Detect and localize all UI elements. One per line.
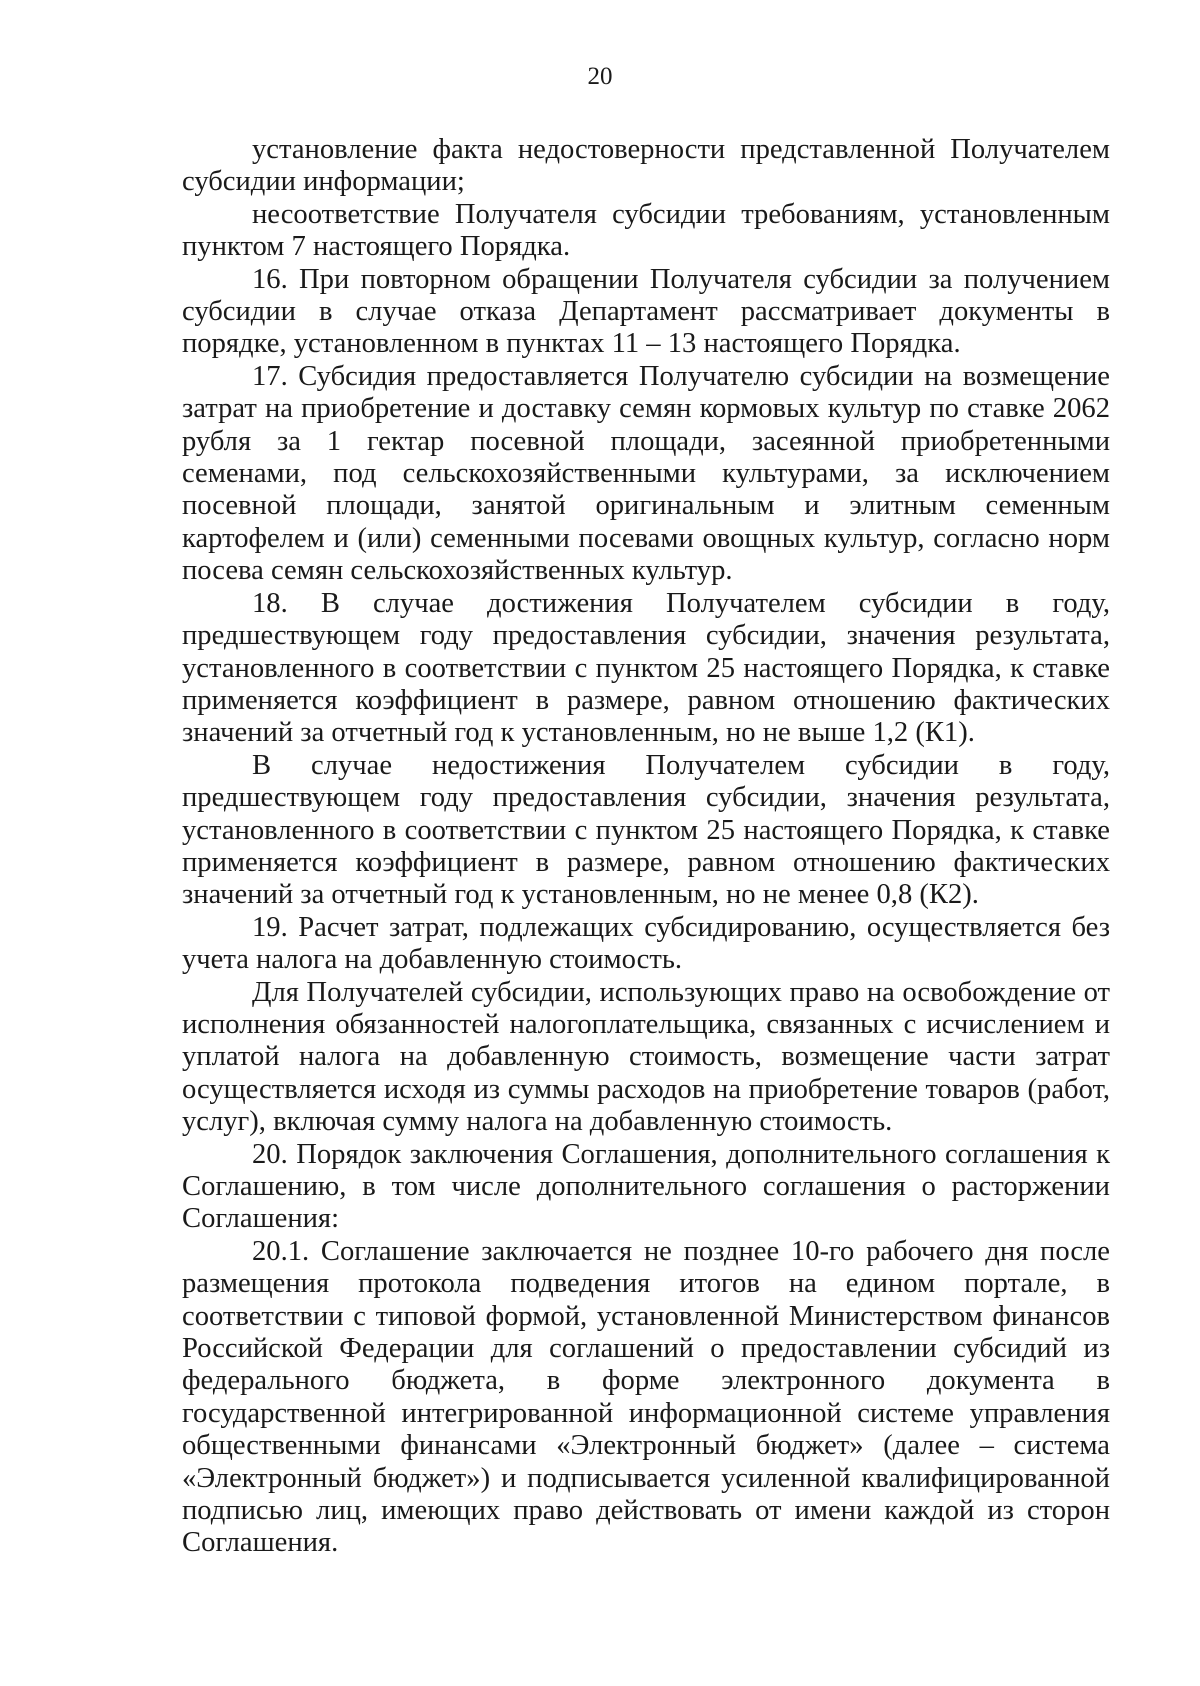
- paragraph-18-coefficient-k1: 18. В случае достижения Получателем субсидии в году, предшествующем году предоставления субсидии, значения результата, установленного в соответствии с пунктом 25 настоящего Порядка, к ставке применяется коэффициент в размере, равном отношению фактических значений за отчетный год к установленным, но не выше 1,2 (К1).: [182, 587, 1110, 749]
- paragraph-19-vat-exclusion: 19. Расчет затрат, подлежащих субсидированию, осуществляется без учета налога на добавленную стоимость.: [182, 911, 1110, 976]
- paragraph-20-1-agreement-conclusion: 20.1. Соглашение заключается не позднее 10-го рабочего дня после размещения протокола подведения итогов на едином портале, в соответствии с типовой формой, установленной Министерством финансов Российской Федерации для соглашений о предоставлении субсидий из федерального бюджета, в форме электронного документа в государственной интегрированной информационной системе управления общественными финансами «Электронный бюджет» (далее – система «Электронный бюджет») и подписывается усиленной квалифицированной подписью лиц, имеющих право действовать от имени каждой из сторон Соглашения.: [182, 1235, 1110, 1559]
- paragraph-vat-exempt-recipients: Для Получателей субсидии, использующих право на освобождение от исполнения обязанностей налогоплательщика, связанных с исчислением и уплатой налога на добавленную стоимость, возмещение части затрат осуществляется исходя из суммы расходов на приобретение товаров (работ, услуг), включая сумму налога на добавленную стоимость.: [182, 976, 1110, 1138]
- paragraph-20-agreement-procedure: 20. Порядок заключения Соглашения, дополнительного соглашения к Соглашению, в том числе дополнительного соглашения о расторжении Соглашения:: [182, 1138, 1110, 1235]
- document-body: [182, 134, 1110, 1560]
- paragraph-16-repeat-application: 16. При повторном обращении Получателя субсидии за получением субсидии в случае отказа Департамент рассматривает документы в порядке, установленном в пунктах 11 – 13 настоящего Порядка.: [182, 263, 1110, 360]
- paragraph-17-subsidy-rate: 17. Субсидия предоставляется Получателю субсидии на возмещение затрат на приобретение и доставку семян кормовых культур по ставке 2062 рубля за 1 гектар посевной площади, засеянной приобретенными семенами, под сельскохозяйственными культурами, за исключением посевной площади, занятой оригинальным и элитным семенным картофелем и (или) семенными посевами овощных культур, согласно норм посева семян сельскохозяйственных культур.: [182, 360, 1110, 587]
- page-number: 20: [587, 63, 613, 90]
- paragraph-false-information: установление факта недостоверности представленной Получателем субсидии информации;: [182, 134, 1110, 198]
- paragraph-requirements-mismatch: несоответствие Получателя субсидии требованиям, установленным пунктом 7 настоящего Порядка.: [182, 198, 1110, 263]
- paragraph-coefficient-k2: В случае недостижения Получателем субсидии в году, предшествующем году предоставления субсидии, значения результата, установленного в соответствии с пунктом 25 настоящего Порядка, к ставке применяется коэффициент в размере, равном отношению фактических значений за отчетный год к установленным, но не менее 0,8 (К2).: [182, 749, 1110, 911]
